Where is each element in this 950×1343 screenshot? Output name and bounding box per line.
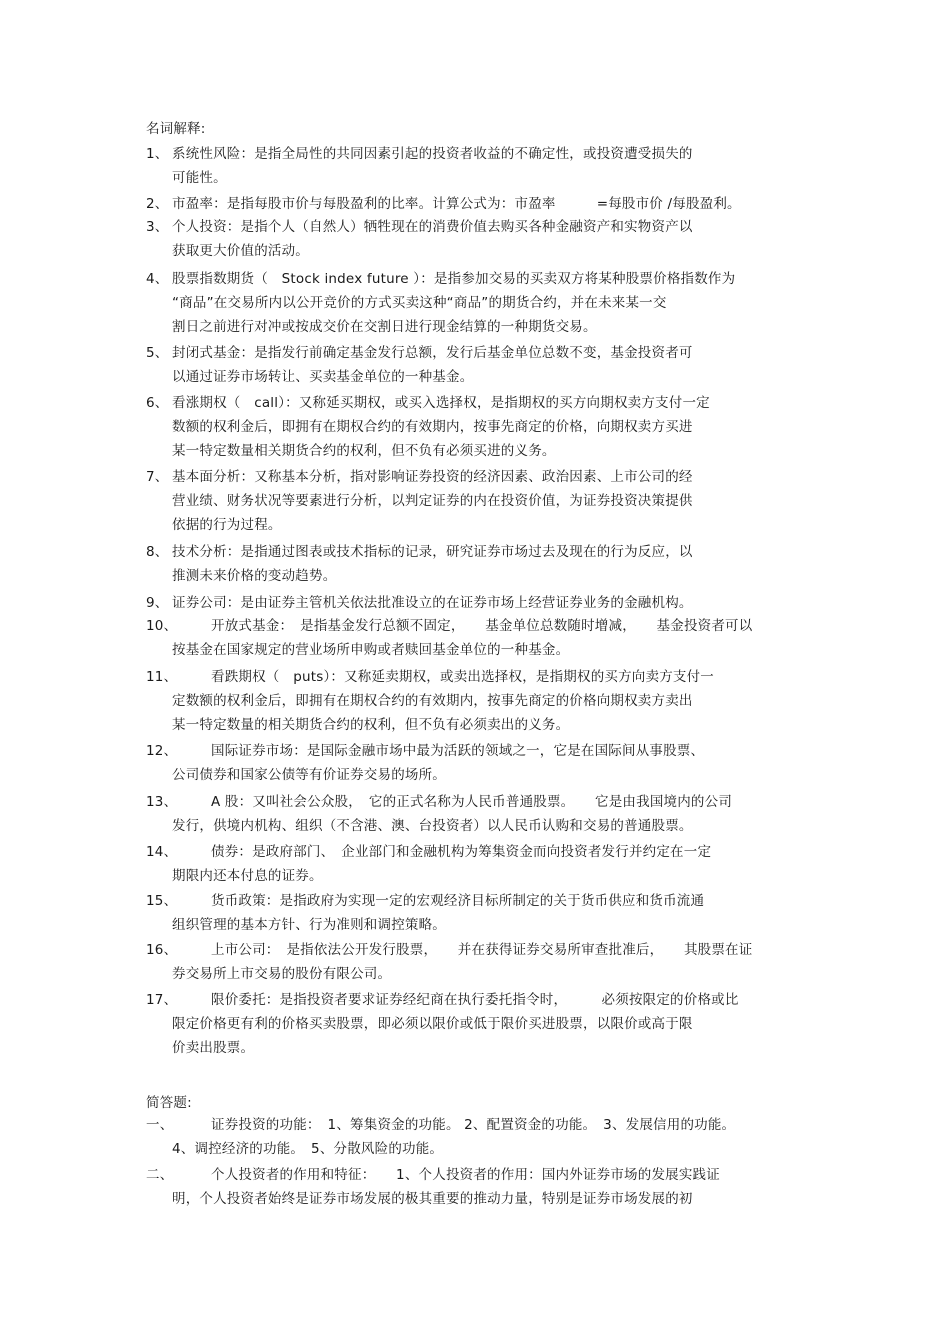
entry-line: 推测未来价格的变动趋势。 <box>172 568 337 584</box>
entry-number: 8、 <box>146 544 169 560</box>
entry-number: 6、 <box>146 395 169 411</box>
term-entry <box>146 665 826 737</box>
entry-line: 价卖出股票。 <box>172 1040 255 1056</box>
entry-line: 可能性。 <box>172 170 227 186</box>
entry-line: 发行，供境内机构、组织（不含港、澳、台投资者）以人民币认购和交易的普通股票。 <box>172 818 693 834</box>
entry-line: 10、 开放式基金： 是指基金发行总额不固定， 基金单位总数随时增减， 基金投资者可以 <box>146 614 826 638</box>
entry-line: 16、 上市公司： 是指依法公开发行股票， 并在获得证券交易所审查批准后， 其股票在证 <box>146 938 826 962</box>
entry-line: 明，个人投资者始终是证券市场发展的极其重要的推动力量，特别是证券市场发展的初 <box>172 1191 693 1207</box>
entry-line: 券交易所上市交易的股份有限公司。 <box>172 966 392 982</box>
term-entry <box>146 790 826 838</box>
entry-number: 二、 <box>146 1167 174 1183</box>
entry-line: 数额的权利金后，即拥有在期权合约的有效期内，按事先商定的价格，向期权卖方买进 <box>172 419 693 435</box>
term-entry <box>146 889 826 937</box>
entry-line: 限定价格更有利的价格买卖股票，即必须以限价或低于限价买进股票，以限价或高于限 <box>172 1016 693 1032</box>
term-entry <box>146 267 826 339</box>
term-entry <box>146 192 826 216</box>
entry-line: 某一特定数量的相关期货合约的权利，但不负有必须卖出的义务。 <box>172 717 570 733</box>
entry-line: 定数额的权利金后，即拥有在期权合约的有效期内，按事先商定的价格向期权卖方卖出 <box>172 693 693 709</box>
term-entry <box>146 540 826 588</box>
qa-entry <box>146 1113 826 1161</box>
term-entry <box>146 614 826 662</box>
entry-line: 以通过证券市场转让、买卖基金单位的一种基金。 <box>172 369 474 385</box>
term-entry <box>146 840 826 888</box>
entry-line: 某一特定数量相关期货合约的权利，但不负有必须买进的义务。 <box>172 443 556 459</box>
term-entry <box>146 142 826 190</box>
entry-line: 1、 系统性风险：是指全局性的共同因素引起的投资者收益的不确定性，或投资遭受损失的 <box>146 142 826 166</box>
entry-line: 8、 技术分析：是指通过图表或技术指标的记录，研究证券市场过去及现在的行为反应，以 <box>146 540 826 564</box>
entry-line: 12、 国际证券市场：是国际金融市场中最为活跃的领域之一，它是在国际间从事股票、 <box>146 739 826 763</box>
term-entry <box>146 391 826 463</box>
term-entry <box>146 739 826 787</box>
entry-number: 13、 <box>146 794 178 810</box>
entry-line: 14、 债券：是政府部门、 企业部门和金融机构为筹集资金而向投资者发行并约定在一定 <box>146 840 826 864</box>
entry-line: 7、 基本面分析：又称基本分析，指对影响证券投资的经济因素、政治因素、上市公司的经 <box>146 465 826 489</box>
entry-number: 7、 <box>146 469 169 485</box>
entry-line: 9、 证券公司：是由证券主管机关依法批准设立的在证券市场上经营证券业务的金融机构。 <box>146 591 826 615</box>
terms-heading: 名词解释: <box>146 121 206 137</box>
entry-number: 4、 <box>146 271 169 287</box>
entry-line: 4、调控经济的功能。 5、分散风险的功能。 <box>172 1141 444 1157</box>
entry-line: “商品”在交易所内以公开竞价的方式买卖这种“商品”的期货合约，并在未来某一交 <box>172 295 667 311</box>
entry-line: 营业绩、财务状况等要素进行分析，以判定证券的内在投资价值，为证券投资决策提供 <box>172 493 693 509</box>
entry-line: 11、 看跌期权（ puts）：又称延卖期权，或卖出选择权，是指期权的买方向卖方支付一 <box>146 665 826 689</box>
term-entry <box>146 938 826 986</box>
entry-number: 15、 <box>146 893 178 909</box>
entry-line: 2、 市盈率：是指每股市价与每股盈利的比率。计算公式为：市盈率 =每股市价 /每股盈利。 <box>146 192 826 216</box>
entry-number: 1、 <box>146 146 169 162</box>
term-entry <box>146 341 826 389</box>
qa-entry <box>146 1163 826 1211</box>
qa-heading: 简答题: <box>146 1095 192 1111</box>
term-entry <box>146 465 826 537</box>
entry-line: 13、 A 股：又叫社会公众股， 它的正式名称为人民币普通股票。 它是由我国境内的公司 <box>146 790 826 814</box>
entry-number: 10、 <box>146 618 178 634</box>
entry-line: 3、 个人投资：是指个人（自然人）牺牲现在的消费价值去购买各种金融资产和实物资产以 <box>146 215 826 239</box>
term-entry <box>146 988 826 1060</box>
entry-line: 公司债券和国家公债等有价证券交易的场所。 <box>172 767 446 783</box>
entry-number: 3、 <box>146 219 169 235</box>
entry-line: 6、 看涨期权（ call）：又称延买期权，或买入选择权，是指期权的买方向期权卖方支付一定 <box>146 391 826 415</box>
entry-number: 一、 <box>146 1117 174 1133</box>
entry-line: 5、 封闭式基金：是指发行前确定基金发行总额，发行后基金单位总数不变，基金投资者可 <box>146 341 826 365</box>
entry-line: 依据的行为过程。 <box>172 517 282 533</box>
entry-line: 期限内还本付息的证券。 <box>172 868 323 884</box>
entry-line: 割日之前进行对冲或按成交价在交割日进行现金结算的一种期货交易。 <box>172 319 597 335</box>
entry-number: 16、 <box>146 942 178 958</box>
term-entry <box>146 591 826 615</box>
entry-line: 4、 股票指数期货（ Stock index future ）：是指参加交易的买卖双方将某种股票价格指数作为 <box>146 267 826 291</box>
entry-line: 17、 限价委托：是指投资者要求证券经纪商在执行委托指令时， 必须按限定的价格或比 <box>146 988 826 1012</box>
entry-number: 11、 <box>146 669 178 685</box>
entry-number: 9、 <box>146 595 169 611</box>
term-entry <box>146 215 826 263</box>
entry-number: 5、 <box>146 345 169 361</box>
entry-line: 15、 货币政策：是指政府为实现一定的宏观经济目标所制定的关于货币供应和货币流通 <box>146 889 826 913</box>
entry-number: 12、 <box>146 743 178 759</box>
entry-number: 2、 <box>146 196 169 212</box>
entry-number: 14、 <box>146 844 178 860</box>
entry-line: 组织管理的基本方针、行为准则和调控策略。 <box>172 917 446 933</box>
entry-line: 按基金在国家规定的营业场所申购或者赎回基金单位的一种基金。 <box>172 642 570 658</box>
entry-line: 二、 个人投资者的作用和特征： 1、个人投资者的作用：国内外证券市场的发展实践证 <box>146 1163 826 1187</box>
entry-line: 一、 证券投资的功能： 1、筹集资金的功能。 2、配置资金的功能。 3、发展信用的功能。 <box>146 1113 826 1137</box>
entry-number: 17、 <box>146 992 178 1008</box>
entry-line: 获取更大价值的活动。 <box>172 243 309 259</box>
